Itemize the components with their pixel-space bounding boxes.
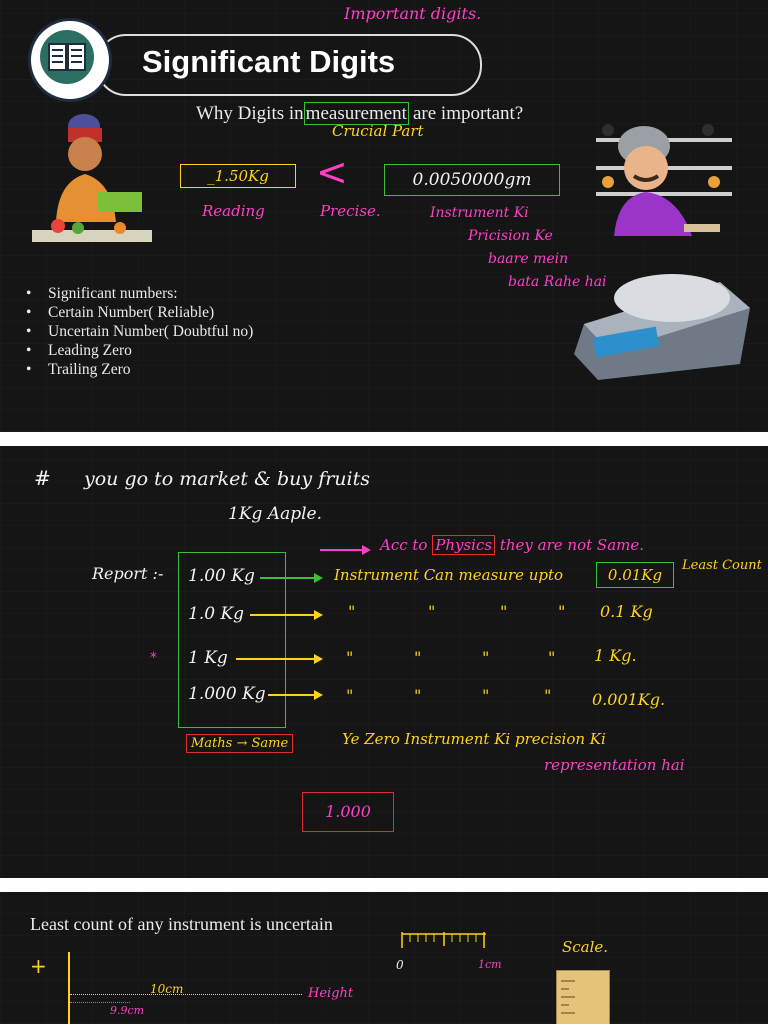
ditto-mark: " — [500, 602, 508, 621]
ditto-mark: " — [414, 686, 422, 705]
maths-same-box: Maths → Same — [186, 734, 293, 753]
ditto-mark: " — [482, 648, 490, 667]
physics-arrow — [320, 549, 364, 551]
weighing-scale-illustration — [570, 268, 754, 384]
precision-row-4: 0.001Kg. — [592, 690, 666, 709]
ditto-mark: " — [544, 686, 552, 705]
ditto-mark: " — [346, 648, 354, 667]
reading-row-1: 1.00 Kg — [188, 566, 255, 586]
ditto-mark: " — [414, 648, 422, 667]
row1-arrow — [260, 577, 316, 579]
book-logo-icon — [28, 18, 112, 102]
ditto-mark: " — [428, 602, 436, 621]
row4-arrow — [268, 694, 316, 696]
row2-arrow — [250, 614, 316, 616]
boxed-value: 1.000 — [302, 792, 394, 832]
plus-mark: + — [30, 954, 47, 978]
zero-precision-note-line-2: representation hai — [544, 756, 685, 774]
reading-row-3: 1 Kg — [188, 648, 228, 668]
precision-row-2: 0.1 Kg — [600, 602, 653, 621]
jeweller-shopkeeper-illustration — [588, 112, 738, 242]
least-count-heading: Least count of any instrument is uncertain — [30, 914, 333, 934]
scale-label: Scale. — [562, 938, 609, 956]
measurement-box: measurement — [305, 103, 407, 124]
ruler-icon — [398, 928, 490, 950]
list-item: • Significant numbers: — [26, 284, 253, 303]
page-title: Significant Digits — [142, 44, 396, 79]
reading-label: Reading — [202, 202, 265, 220]
ruler-1cm-label: 1cm — [478, 958, 502, 971]
physics-box: Physics — [432, 535, 495, 555]
ditto-mark: " — [482, 686, 490, 705]
wooden-scale-icon — [556, 970, 610, 1024]
slide-least-count — [0, 892, 768, 1024]
less-than-sign: < — [316, 150, 348, 194]
physics-arrowhead — [362, 545, 371, 555]
zero-precision-note-line-1: Ye Zero Instrument Ki precision Ki — [342, 730, 606, 748]
list-item: • Trailing Zero — [26, 360, 253, 379]
important-digits-note: Important digits. — [344, 4, 482, 23]
physics-note: Acc to Physics they are not Same. — [380, 536, 644, 554]
ditto-mark: " — [548, 648, 556, 667]
bullet-list — [26, 284, 253, 379]
ruler-zero-label: 0 — [396, 958, 404, 972]
nine-point-nine-cm-line — [70, 1002, 130, 1003]
precision-row-3: 1 Kg. — [594, 646, 637, 665]
least-count-label: Least Count — [682, 558, 762, 573]
ditto-mark: " — [558, 602, 566, 621]
reading-row-2: 1.0 Kg — [188, 604, 245, 624]
height-label: Height — [308, 986, 354, 1001]
list-item: • Certain Number( Reliable) — [26, 303, 253, 322]
instrument-precision-note: Instrument Ki Pricision Ke baare mein bata Rahe hai — [430, 205, 607, 290]
ditto-mark: " — [348, 602, 356, 621]
row3-arrow — [236, 658, 316, 660]
ten-cm-label: 10cm — [150, 982, 184, 996]
height-axis-line — [68, 952, 70, 1024]
reading-value-box: _1.50Kg — [180, 164, 296, 188]
ditto-mark: " — [346, 686, 354, 705]
star-mark: * — [150, 650, 157, 666]
heading-text: you go to market & buy fruits — [84, 468, 371, 490]
slide-significant-digits — [0, 0, 768, 432]
vegetable-seller-illustration — [28, 112, 156, 248]
nine-point-nine-cm-label: 9.9cm — [110, 1004, 145, 1017]
heading-hash: # — [34, 466, 51, 490]
reading-row-4: 1.000 Kg — [188, 684, 266, 704]
subheading-text: 1Kg Aaple. — [228, 504, 322, 524]
precision-row-1: 0.01Kg — [596, 562, 674, 588]
list-item: • Uncertain Number( Doubtful no) — [26, 322, 253, 341]
precise-value-box: 0.0050000gm — [384, 164, 560, 196]
ten-cm-line — [70, 994, 302, 995]
report-label: Report :- — [92, 564, 164, 583]
crucial-part-note: Crucial Part — [332, 122, 424, 140]
question-text: Why Digits in measurement are important? — [196, 103, 524, 124]
list-item: • Leading Zero — [26, 341, 253, 360]
instrument-measure-text: Instrument Can measure upto — [334, 566, 564, 584]
precise-label: Precise. — [320, 202, 381, 220]
slide-market-fruits — [0, 446, 768, 878]
